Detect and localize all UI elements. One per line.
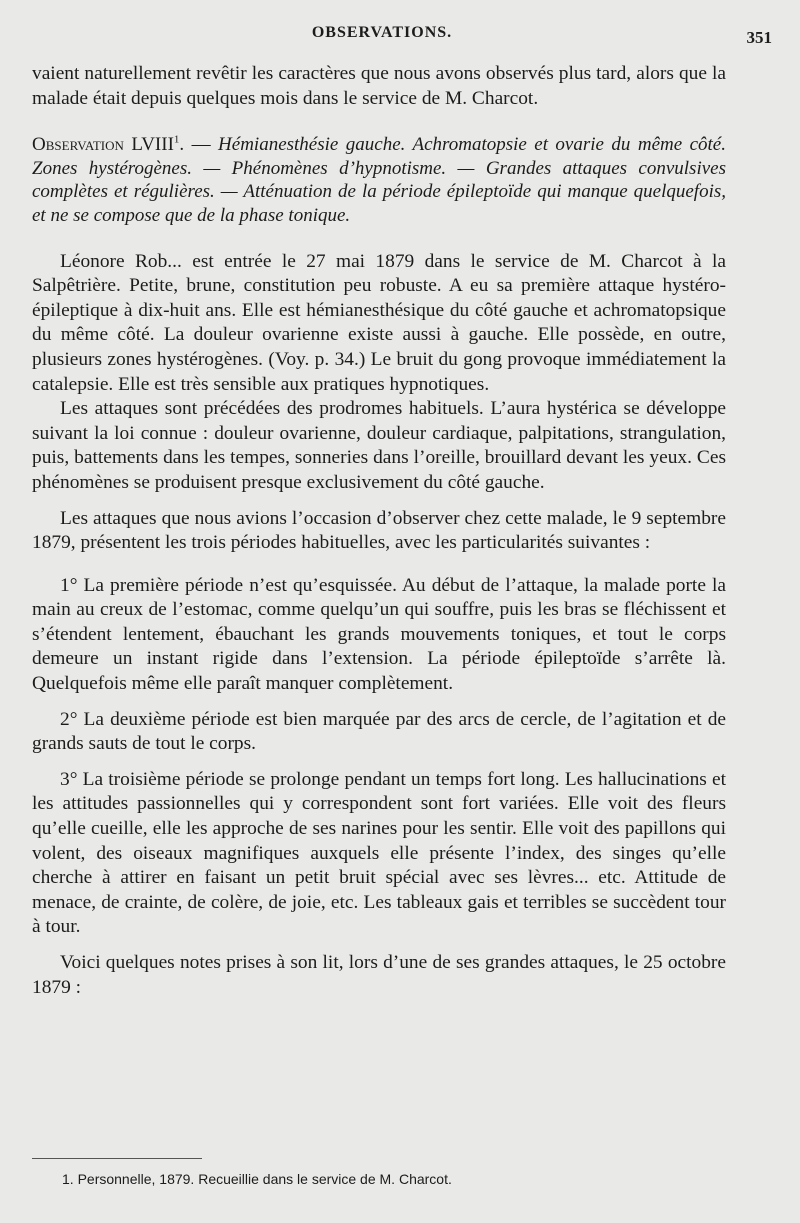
paragraph-period-2: 2° La deuxième période est bien marquée par des arcs de cercle, de l’agitation et de grands sauts de tout le corps. <box>32 708 726 755</box>
footnote-rule <box>32 1158 202 1159</box>
page-number: 351 <box>746 28 772 47</box>
observation-label: Observation LVIII <box>32 134 174 156</box>
observation-dash: . — <box>179 134 219 156</box>
paragraph-patient: Léonore Rob... est entrée le 27 mai 1879 dans le service de M. Charcot à la Salpêtrière. Petite, brune, constitution peu robuste. A eu sa première attaque hystéro-épileptique à dix-huit ans. Elle est hémianesthésique du côté gauche et achromatopsique du même côté. La douleur ovarienne existe aussi à gauche. Elle possède, en outre, plusieurs zones hystérogènes. (Voy. p. 34.) Le bruit du gong provoque immédiatement la catalepsie. Elle est très sensible aux pratiques hypnotiques. <box>32 250 726 395</box>
running-title: OBSERVATIONS. <box>311 24 453 41</box>
paragraph-period-1: 1° La première période n’est qu’esquissée. Au début de l’attaque, la malade porte la main au creux de l’estomac, comme quelqu’un qui souffre, puis les bras se fléchissent et s’étendent lentement, ébauchant les grands mouvements toniques, et tout le corps demeure un instant rigide dans l’extension. La période épileptoïde s’arrête là. Quelquefois même elle paraît manquer complètement. <box>32 574 726 695</box>
footnote-marker: 1 <box>173 133 180 146</box>
footnote: 1. Personnelle, 1879. Recueillie dans le service de M. Charcot. <box>62 1171 452 1187</box>
paragraph-prodromes: Les attaques sont précédées des prodromes habituels. L’aura hystérica se développe suivant la loi connue : douleur ovarienne, douleur cardiaque, palpitations, strangulation, puis, battements dans les tempes, sonneries dans l’oreille, brouillard devant les yeux. Ces phénomènes se produisent presque exclusivement du côté gauche. <box>32 398 726 493</box>
body-text <box>32 62 726 1000</box>
observation-title: Hémianesthésie gauche. Achromatopsie et ovarie du même côté. Zones hystérogènes. — Phénomènes d’hypnotisme. — Grandes attaques convulsives complètes et régulières. — Atténuation de la période épileptoïde qui manque quelquefois, et ne se compose que de la phase tonique. <box>32 134 726 226</box>
paragraph-period-3: 3° La troisième période se prolonge pendant un temps fort long. Les hallucinations et les attitudes passionnelles qui y correspondent sont fort variées. Elle voit des fleurs qu’elle cueille, elle les approche de ses narines pour les sentir. Elle voit des papillons qui volent, des oiseaux magnifiques auxquels elle présente l’index, des singes qu’elle cherche à attirer en faisant un petit bruit spécial avec ses lèvres... etc. Attitude de menace, de crainte, de colère, de joie, etc. Les tableaux gais et terribles se succèdent tour à tour. <box>32 768 726 938</box>
paragraph-notes: Voici quelques notes prises à son lit, lors d’une de ses grandes attaques, le 25 octobre 1879 : <box>32 952 726 998</box>
page-header <box>32 24 772 48</box>
observation-heading <box>32 133 726 227</box>
paragraph-attacks: Les attaques que nous avions l’occasion d’observer chez cette malade, le 9 septembre 1879, présentent les trois périodes habituelles, avec les particularités suivantes : <box>32 507 726 554</box>
paragraph-continuation: vaient naturellement revêtir les caractères que nous avons observés plus tard, alors que la malade était depuis quelques mois dans le service de M. Charcot. <box>32 63 726 109</box>
